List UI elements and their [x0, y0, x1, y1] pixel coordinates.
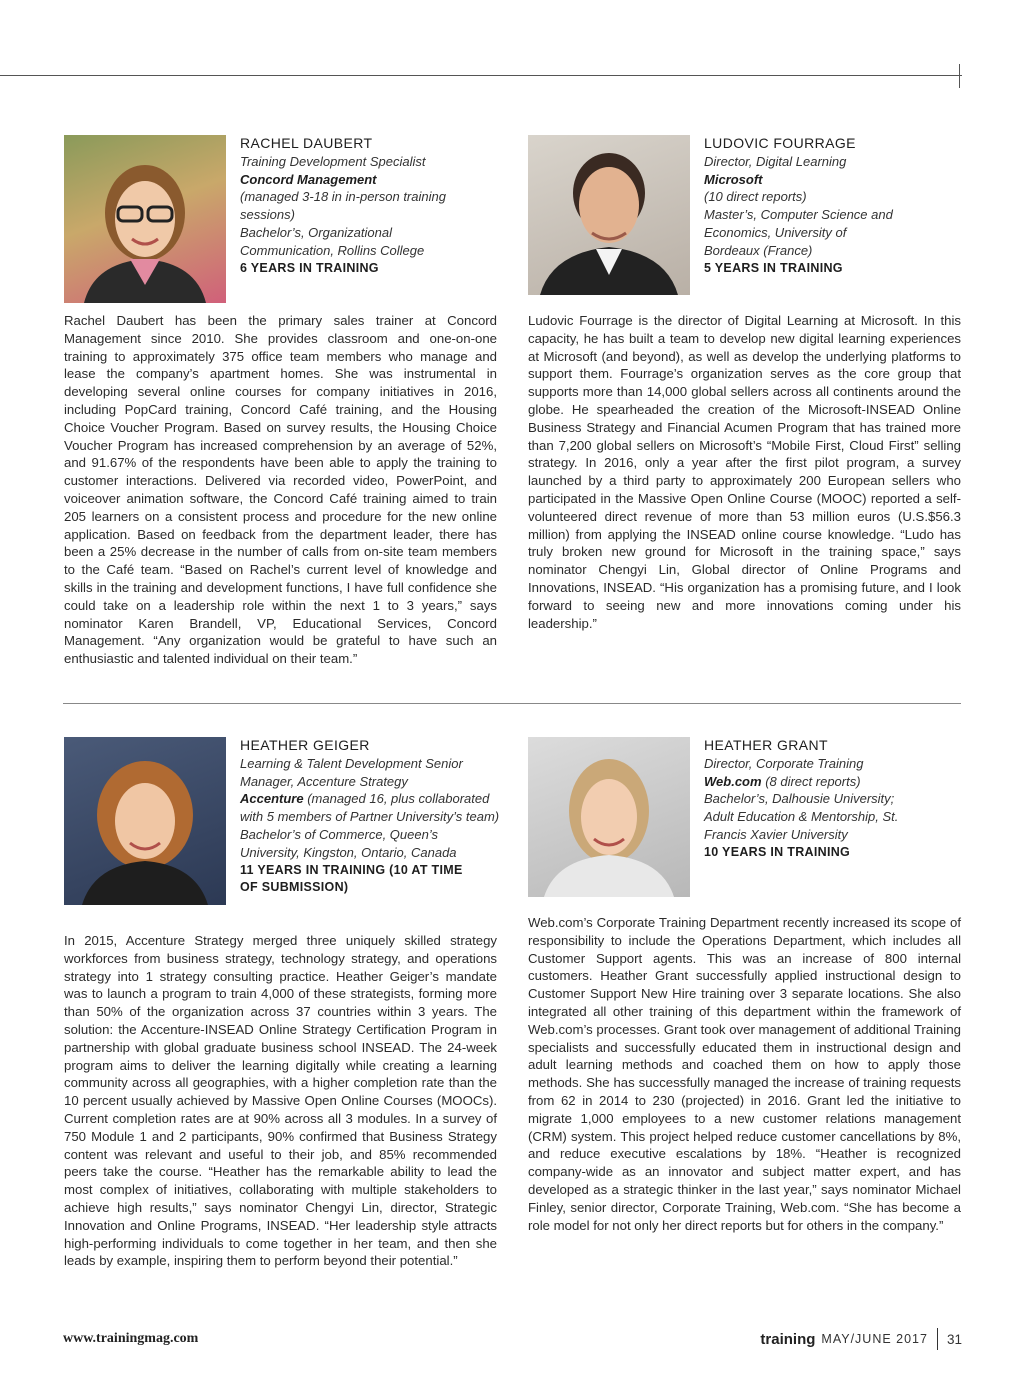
profile-company: Concord Management — [240, 171, 377, 187]
portrait-photo — [64, 135, 226, 303]
profile-education: Bachelor’s, Dalhousie University; Adult Education & Mentorship, St. Francis Xavier University — [704, 791, 899, 842]
page-number: 31 — [946, 1331, 962, 1347]
footer-divider — [937, 1328, 938, 1350]
profile-name: HEATHER GRANT — [704, 737, 828, 753]
profile-info — [704, 737, 964, 862]
woman-portrait-icon — [64, 135, 226, 303]
profile-info — [240, 737, 500, 897]
man-portrait-icon — [528, 135, 690, 295]
top-rule-tick — [959, 64, 960, 88]
profile-company: Microsoft — [704, 171, 763, 187]
footer-url[interactable]: www.trainingmag.com — [63, 1331, 199, 1346]
profile-years: 5 YEARS IN TRAINING — [704, 260, 843, 275]
profile-company: Web.com — [704, 773, 762, 789]
profile-name: LUDOVIC FOURRAGE — [704, 135, 856, 151]
portrait-photo — [528, 135, 690, 295]
profile-reports: (managed 3-18 in in-person training sessions) — [240, 189, 446, 223]
profile-reports: (8 direct reports) — [765, 773, 861, 789]
profile-education: Master’s, Computer Science and Economics, University of Bordeaux (France) — [704, 207, 893, 258]
profile-title: Training Development Specialist — [240, 153, 426, 169]
woman-portrait-icon — [528, 737, 690, 897]
profile-company-line — [240, 790, 500, 826]
footer-issue-info — [760, 1328, 962, 1350]
profile-reports: (10 direct reports) — [704, 189, 807, 205]
profile-education: Bachelor’s of Commerce, Queen’s University, Kingston, Ontario, Canada — [240, 826, 457, 860]
profile-years: 6 YEARS IN TRAINING — [240, 260, 379, 275]
profile-reports: (managed 16, plus collaborated with 5 members of Partner University’s team) — [240, 791, 500, 825]
portrait-photo — [64, 737, 226, 905]
profile-years: 11 YEARS IN TRAINING (10 AT TIME OF SUBMISSION) — [240, 862, 463, 895]
profile-info — [240, 135, 500, 277]
profile-info — [704, 135, 964, 277]
top-rule — [0, 75, 962, 76]
profile-company: Accenture — [240, 791, 304, 807]
profile-title: Director, Digital Learning — [704, 153, 847, 169]
profile-years: 10 YEARS IN TRAINING — [704, 844, 851, 859]
profile-name: HEATHER GEIGER — [240, 737, 370, 753]
profile-title: Director, Corporate Training — [704, 755, 864, 771]
profile-body: Web.com’s Corporate Training Department recently increased its scope of responsibility to include the Operations Department, which includes all Customer Support agents. This was an increase of 800 internal customers. Heather Grant successfully applied instructional design to Customer Support New Hire training over 3 separate locations. She also integrated all other training of this department within the framework of Web.com’s processes. Grant took over management of additional Training specialists and successfully educated them in instructional design and adult learning methods and coached them on how to apply those methods. She has successfully managed the increase of training requests from 62 in 2014 to 230 (projected) in 2016. Grant led the initiative to migrate 1,000 employees to a new customer relations management (CRM) system. This project helped reduce customer cancellations by 8%, and reduce executive escalations by 18%. “Heather is recognized company-wide as an innovator and subject matter expert, and has developed as a strategic thinker in the last year,” says nominator Michael Finley, senior director, Corporate Training, Web.com. “She has become a role model for not only her direct reports but for others in the company.” — [528, 915, 961, 1233]
profile-body: Ludovic Fourrage is the director of Digital Learning at Microsoft. In this capacity, he has built a team to develop new digital learning experiences at Microsoft (and beyond), as well as develop the underlying platforms to support them. Fourrage’s organization serves as the core group that supports more than 14,000 global sellers across all continents around the globe. He spearheaded the creation of the Microsoft-INSEAD Online Business Strategy and Financial Acumen Program that has trained more than 7,200 global sellers on Microsoft’s “Mobile First, Cloud First” selling strategy. In 2016, only a year after the first pilot program, a survey launched by a third party to approximately 200 European sellers who participated in the Massive Open Online Course (MOOC) reported a self-volunteered direct revenue of more than 53 million euros (U.S.$56.3 million) from applying the INSEAD online course knowledge. “Ludo has truly broken new ground for Microsoft in the training space,” says nominator Chengyi Lin, Global director of Online Programs and Innovations, INSEAD. “His organization has a promising future, and I look forward to seeing new and more innovations coming under his leadership.” — [528, 313, 961, 631]
portrait-photo — [528, 737, 690, 897]
profile-body: In 2015, Accenture Strategy merged three uniquely skilled strategy workforces from business strategy, technology strategy, and operations strategy into 1 strategy consulting practice. Heather Geiger’s mandate was to launch a program to train 4,000 of these strategists, forming more than 50% of the organization across 37 countries within 3 years. The solution: the Accenture-INSEAD Online Strategy Certification Program in partnership with global graduate business school INSEAD. The 24-week program aims to deliver the learning digitally while creating a learning community across all geographies, with a higher completion rate than the 10 percent usually achieved by Massive Open Online Courses (MOOCs). Current completion rates are at 90% across all 3 modules. In a survey of 750 Module 1 and 2 participants, 90% confirmed that Business Strategy content was relevant and useful to their job, and 85% recommended peers take the course. “Heather has the remarkable ability to lead the most complex of initiatives, collaborating with multiple stakeholders to achieve high results,” says nominator Chengyi Lin, director, Strategic Innovation and Online Programs, INSEAD. “Her leadership style attracts high-performing individuals to come together in her team, and then she leads by example, inspiring them to perform beyond their potential.” — [64, 933, 497, 1269]
woman-portrait-icon — [64, 737, 226, 905]
profile-company-line — [704, 773, 964, 791]
profile-education: Bachelor’s, Organizational Communication, Rollins College — [240, 224, 425, 258]
issue-date: MAY/JUNE 2017 — [821, 1332, 928, 1346]
middle-rule — [63, 703, 961, 704]
profile-body: Rachel Daubert has been the primary sales trainer at Concord Management since 2010. She provides classroom and one-on-one training to approximately 375 office team members who manage and lease the company’s apartment homes. She was instrumental in developing several online courses for company initiatives in 2016, including PopCard training, Concord Café training, and the Housing Choice Voucher Program. Based on survey results, the Housing Choice Voucher Program has increased comprehension by an average of 52%, and 91.67% of the respondents have been able to apply the training to customer interactions. Delivered via recorded video, PowerPoint, and voiceover animation software, the Concord Café training aimed to train 205 learners on a consistent process and procedure for the new online application. Based on feedback from the department leader, there has been a 25% decrease in the number of calls from on-site team members to the Café team. “Based on Rachel’s current level of knowledge and skills in the training and development functions, I have full confidence she could take on a leadership role within the next 1 to 3 years,” says nominator Karen Brandell, VP, Educational Services, Concord Management. “Any organization would be grateful to have such an enthusiastic and talented individual on their team.” — [64, 313, 497, 667]
profile-title: Learning & Talent Development Senior Manager, Accenture Strategy — [240, 755, 463, 789]
magazine-name: training — [760, 1330, 816, 1348]
profile-name: RACHEL DAUBERT — [240, 135, 373, 151]
